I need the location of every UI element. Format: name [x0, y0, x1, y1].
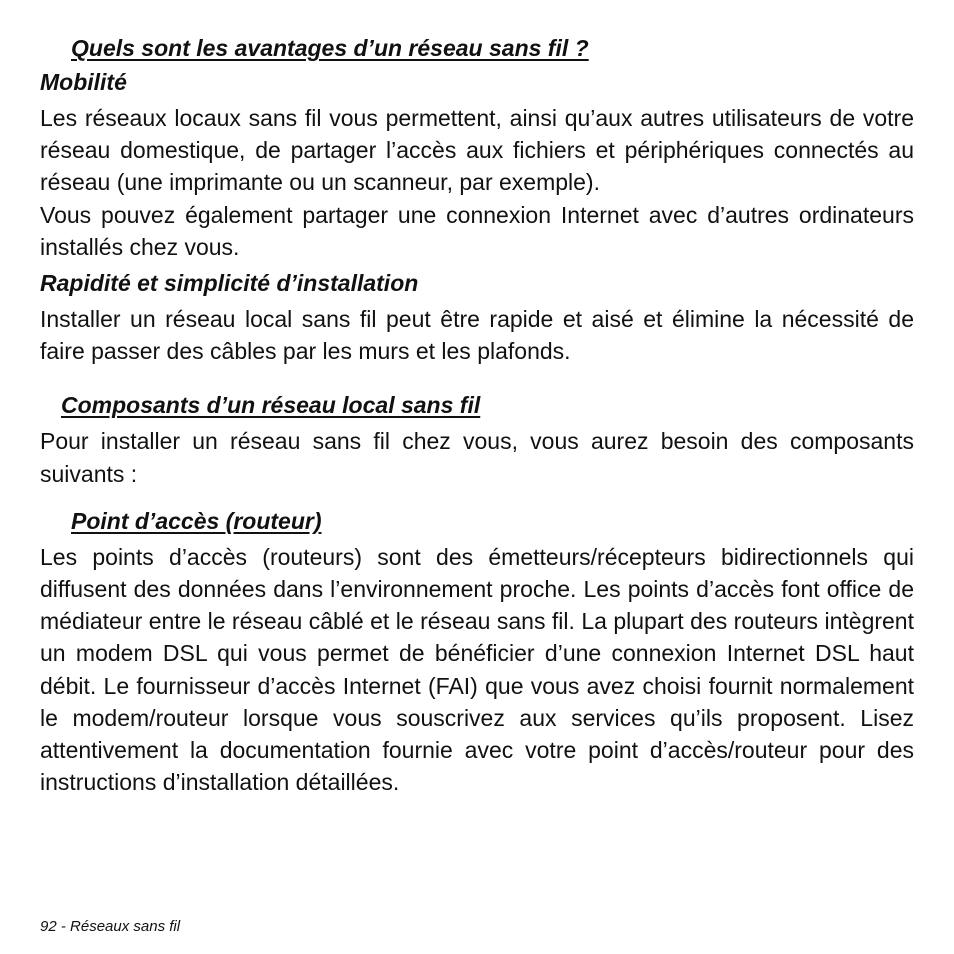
paragraph-mobility-2: Vous pouvez également partager une connexion Internet avec d’autres ordinateurs installés chez vous.	[40, 201, 914, 260]
section-title-components: Composants d’un réseau local sans fil	[61, 392, 481, 419]
page-content	[40, 32, 914, 798]
paragraph-components: Pour installer un réseau sans fil chez vous, vous aurez besoin des composants suivants :	[40, 428, 914, 487]
subheading-speed: Rapidité et simplicité d’installation	[40, 270, 419, 297]
section-title-advantages: Quels sont les avantages d’un réseau sans fil ?	[71, 35, 589, 61]
page-footer: 92 - Réseaux sans fil	[40, 918, 181, 935]
paragraph-access-point: Les points d’accès (routeurs) sont des émetteurs/récepteurs bidirectionnels qui diffusent des données dans l’environnement proche. Les points d’accès font office de médiateur entre le réseau câblé et le réseau sans fil. La plupart des routeurs intègrent un modem DSL qui vous permet de bénéficier d’une connexion Internet DSL haut débit. Le fournisseur d’accès Internet (FAI) que vous avez choisi fournit normalement le modem/routeur lorsque vous souscrivez aux services qu’ils proposent. Lisez attentivement la documentation fournie avec votre point d’accès/routeur pour des instructions d’installation détaillées.	[40, 543, 914, 796]
paragraph-mobility-1: Les réseaux locaux sans fil vous permettent, ainsi qu’aux autres utilisateurs de votre réseau domestique, de partager l’accès aux fichiers et périphériques connectés au réseau (une imprimante ou un scanneur, par exemple).	[40, 105, 914, 196]
paragraph-speed: Installer un réseau local sans fil peut être rapide et aisé et élimine la nécessité de faire passer des câbles par les murs et les plafonds.	[40, 306, 914, 365]
subheading-mobility: Mobilité	[40, 69, 127, 95]
section-title-access-point: Point d’accès (routeur)	[71, 507, 322, 534]
